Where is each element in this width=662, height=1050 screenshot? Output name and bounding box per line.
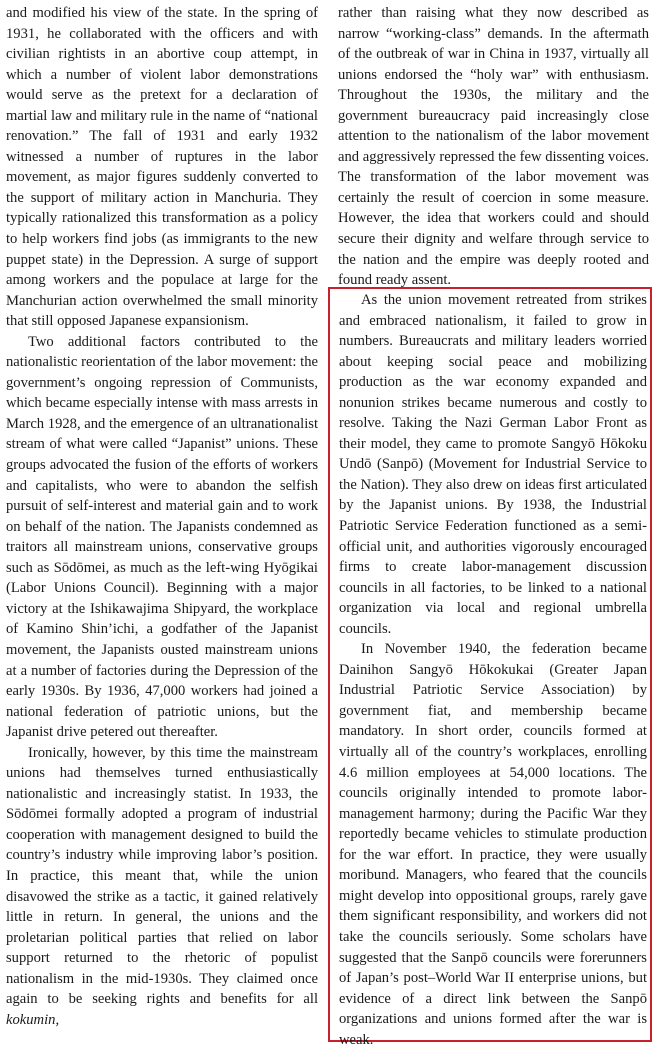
paragraph: rather than raising what they now described as narrow “working-class” demands. In the aftermath of the outbreak of war in China in 1937, virtually all unions endorsed the “holy war” with enthusiasm. Throughout the 1930s, the military and the government bureaucracy paid increasingly close attention to the nationalism of the labor movement and aggressively repressed the few dissenting voices. The transformation of the labor movement was certainly the result of coercion in some measure. However, the idea that workers could and should secure their dignity and welfare through service to the nation and the empire was deeply rooted and found ready assent.	[338, 5, 649, 289]
paragraph-text: Ironically, however, by this time the mainstream unions had themselves turned enthusiastically nationalistic and increasingly statist. In 1933, the Sōdōmei formally adopted a program of industrial cooperation with management designed to build the country’s industry while improving labor’s position. In practice, this meant that, while the union disavowed the strike as a tactic, it gained relatively little in return. In general, the unions and the proletarian political parties that relied on labor support returned to the rhetoric of populist nationalism in the mid-1930s. They claimed once again to be seeking rights and benefits for all	[6, 744, 318, 1008]
italic-term: kokumin,	[6, 1011, 60, 1028]
paragraph: Two additional factors contributed to the nationalistic reorientation of the labor movement: the government’s ongoing repression of Communists, which became especially intense with mass arrests in March 1928, and the emergence of an ultranationalist stream of what were called “Japanist” unions. These groups advocated the fusion of the efforts of workers and capitalists, who were to abandon the selfish pursuit of self-interest and material gain and to work on behalf of the nation. The Japanists condemned as traitors all mainstream unions, conservative groups such as Sōdōmei, as much as the left-wing Hyōgikai (Labor Unions Council). Beginning with a major victory at the Ishikawajima Shipyard, the workplace of Kamino Shin’ichi, a godfather of the Japanist movement, the Japanists ousted mainstream unions at a number of factories during the Depression of the early 1930s. By 1936, 47,000 workers had joined a national federation of patriotic unions, but the Japanist drive petered out thereafter.	[6, 333, 318, 741]
paragraph: In November 1940, the federation became Dainihon Sangyō Hōkokukai (Greater Japan Industrial Patriotic Service Association) by government fiat, and membership became mandatory. In short order, councils formed at virtually all of the country’s workplaces, enrolling 4.6 million employees at 54,000 locations. The councils originally intended to promote labor-management harmony; during the Pacific War they reportedly became vehicles to stimulate production for the war effort. In practice, they were usually moribund. Managers, who feared that the councils might develop into oppositional groups, rarely gave them significant responsibility, and workers did not take the councils seriously. Some scholars have suggested that the Sanpō councils were forerunners of Japan’s post–World War II enterprise unions, but evidence of a direct link between the Sanpō organizations and unions formed after the war is weak.	[339, 641, 647, 1048]
paragraph: and modified his view of the state. In the spring of 1931, he collaborated with the officers and with civilian rightists in an abortive coup attempt, in which a number of violent labor demonstrations would serve as the pretext for a declaration of martial law and military rule in the name of “national renovation.” The fall of 1931 and early 1932 witnessed a number of ruptures in the labor movement, as major figures suddenly converted to the support of military action in Manchuria. They typically rationalized this transformation as a policy to help workers find jobs (as immigrants to the new puppet state) in the Depression. A surge of support among workers and the populace at large for the Manchurian action overwhelmed the small minority that still opposed Japanese expansionism.	[6, 5, 318, 330]
paragraph: As the union movement retreated from strikes and embraced nationalism, it failed to grow in numbers. Bureaucrats and military leaders worried about keeping social peace and mobilizing production as the war economy expanded and nonunion strikes became numerous and costly to resolve. Taking the Nazi German Labor Front as their model, they came to promote Sangyō Hōkoku Undō (Sanpō) (Movement for Industrial Service to the Nation). They also drew on ideas first articulated by the Japanist unions. By 1938, the Industrial Patriotic Service Federation functioned as a semi-official unit, and authorities vigorously encouraged firms to create labor-management discussion councils in all factories, to be linked to a national organization via local and regional umbrella councils.	[339, 292, 647, 637]
right-column	[338, 3, 649, 291]
left-column	[6, 3, 318, 1030]
paragraph	[6, 743, 318, 1031]
highlighted-text	[339, 290, 647, 1050]
highlighted-passage	[328, 287, 652, 1048]
